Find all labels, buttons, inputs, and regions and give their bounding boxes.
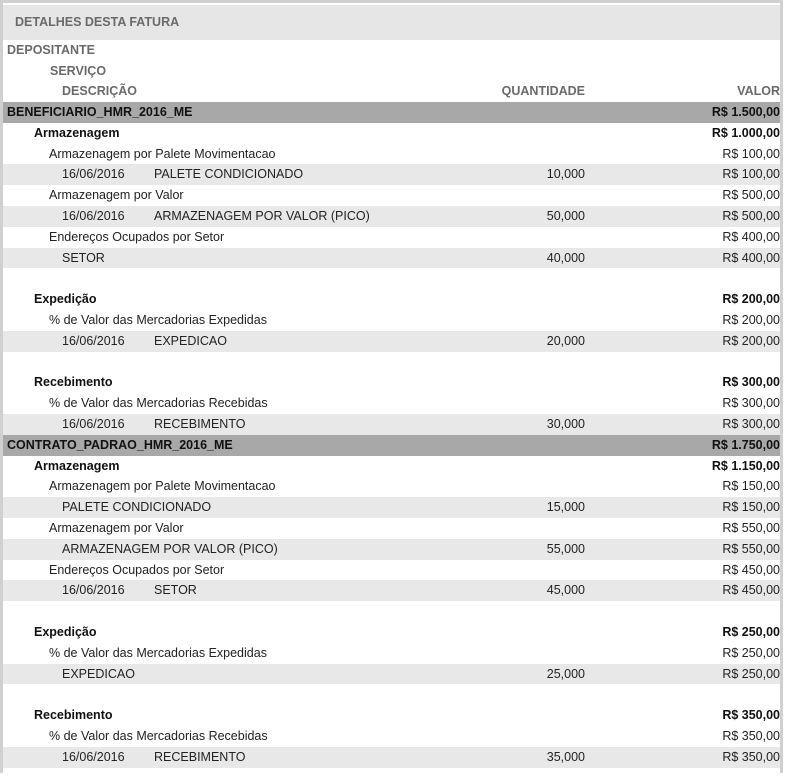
service-name: Armazenagem [34, 125, 120, 140]
service-row [3, 123, 780, 144]
header-quantidade: QUANTIDADE [501, 84, 585, 98]
description-row [3, 144, 780, 165]
service-row [3, 705, 780, 726]
service-name: Armazenagem [34, 458, 120, 473]
service-row [3, 289, 780, 310]
item-quantity: 55,000 [546, 541, 585, 556]
item-label: EXPEDICAO [154, 333, 227, 348]
service-row [3, 622, 780, 643]
row-value: R$ 500,00 [722, 208, 780, 223]
row-value: R$ 250,00 [722, 645, 780, 660]
panel-title: DETALHES DESTA FATURA [15, 15, 180, 29]
description-row [3, 643, 780, 664]
description-row [3, 310, 780, 331]
row-value: R$ 550,00 [722, 520, 780, 535]
row-value: R$ 550,00 [722, 541, 780, 556]
item-row [3, 664, 780, 685]
item-row [3, 539, 780, 560]
description-row [3, 185, 780, 206]
item-label: SETOR [62, 250, 105, 265]
row-value: R$ 300,00 [722, 396, 780, 411]
item-quantity: 40,000 [546, 250, 585, 265]
item-label: EXPEDICAO [62, 666, 135, 681]
description-label: Armazenagem por Valor [49, 520, 184, 535]
description-row [3, 393, 780, 414]
header-servico: SERVIÇO [50, 64, 107, 78]
item-row [3, 747, 780, 768]
item-quantity: 45,000 [546, 583, 585, 598]
item-row [3, 414, 780, 435]
row-value: R$ 350,00 [722, 728, 780, 743]
service-name: Expedição [34, 292, 97, 307]
row-value: R$ 400,00 [722, 250, 780, 265]
spacer-row [3, 684, 780, 705]
header-valor: VALOR [737, 84, 780, 98]
row-value: R$ 450,00 [722, 562, 780, 577]
item-quantity: 10,000 [546, 167, 585, 182]
depositante-name: BENEFICIARIO_HMR_2016_ME [7, 105, 193, 119]
depositante-row [3, 102, 780, 123]
item-label: RECEBIMENTO [154, 749, 246, 764]
item-row [3, 580, 780, 601]
service-row [3, 372, 780, 393]
panel-title-bar [3, 5, 780, 40]
service-row [3, 456, 780, 477]
row-value: R$ 500,00 [722, 188, 780, 203]
row-value: R$ 300,00 [722, 375, 780, 390]
item-quantity: 50,000 [546, 208, 585, 223]
row-value: R$ 1.500,00 [711, 105, 780, 119]
service-name: Expedição [34, 624, 97, 639]
row-value: R$ 150,00 [722, 479, 780, 494]
description-label: % de Valor das Mercadorias Expedidas [49, 645, 267, 660]
row-value: R$ 1.000,00 [711, 125, 780, 140]
row-value: R$ 250,00 [722, 624, 780, 639]
row-value: R$ 200,00 [722, 333, 780, 348]
item-date: 16/06/2016 [62, 416, 125, 431]
description-row [3, 227, 780, 248]
item-date: 16/06/2016 [62, 583, 125, 598]
row-value: R$ 100,00 [722, 167, 780, 182]
description-label: % de Valor das Mercadorias Expedidas [49, 312, 267, 327]
item-row [3, 331, 780, 352]
item-row [3, 497, 780, 518]
description-label: % de Valor das Mercadorias Recebidas [49, 728, 268, 743]
header-descricao: DESCRIÇÃO [62, 84, 138, 98]
row-value: R$ 1.750,00 [711, 437, 780, 452]
description-row [3, 726, 780, 747]
row-value: R$ 200,00 [722, 312, 780, 327]
item-row [3, 164, 780, 185]
depositante-row [3, 435, 780, 456]
item-date: 16/06/2016 [62, 749, 125, 764]
row-value: R$ 1.150,00 [711, 458, 780, 473]
description-row [3, 518, 780, 539]
row-value: R$ 200,00 [722, 292, 780, 307]
row-value: R$ 250,00 [722, 666, 780, 681]
description-label: Armazenagem por Valor [49, 188, 184, 203]
description-label: Endereços Ocupados por Setor [49, 229, 225, 244]
item-label: ARMAZENAGEM POR VALOR (PICO) [154, 208, 370, 223]
description-row [3, 476, 780, 497]
item-date: 16/06/2016 [62, 208, 125, 223]
item-label: RECEBIMENTO [154, 416, 246, 431]
row-value: R$ 400,00 [722, 229, 780, 244]
item-row [3, 248, 780, 269]
header-depositante: DEPOSITANTE [7, 43, 95, 57]
invoice-table [3, 102, 780, 768]
service-name: Recebimento [34, 708, 113, 723]
depositante-name: CONTRATO_PADRAO_HMR_2016_ME [7, 437, 233, 452]
item-date: 16/06/2016 [62, 333, 125, 348]
description-label: Armazenagem por Palete Movimentacao [49, 479, 276, 494]
service-name: Recebimento [34, 375, 113, 390]
description-label: % de Valor das Mercadorias Recebidas [49, 396, 268, 411]
item-row [3, 206, 780, 227]
row-value: R$ 300,00 [722, 416, 780, 431]
spacer-row [3, 352, 780, 373]
item-label: PALETE CONDICIONADO [154, 167, 304, 182]
description-label: Endereços Ocupados por Setor [49, 562, 225, 577]
item-quantity: 25,000 [546, 666, 585, 681]
item-quantity: 15,000 [546, 500, 585, 515]
description-label: Armazenagem por Palete Movimentacao [49, 146, 276, 161]
item-quantity: 20,000 [546, 333, 585, 348]
row-value: R$ 100,00 [722, 146, 780, 161]
row-value: R$ 450,00 [722, 583, 780, 598]
item-label: SETOR [154, 583, 197, 598]
spacer-row [3, 268, 780, 289]
spacer-row [3, 601, 780, 622]
description-row [3, 560, 780, 581]
item-quantity: 35,000 [546, 749, 585, 764]
item-date: 16/06/2016 [62, 167, 125, 182]
item-quantity: 30,000 [546, 416, 585, 431]
item-label: PALETE CONDICIONADO [62, 500, 212, 515]
row-value: R$ 350,00 [722, 749, 780, 764]
row-value: R$ 350,00 [722, 708, 780, 723]
row-value: R$ 150,00 [722, 500, 780, 515]
item-label: ARMAZENAGEM POR VALOR (PICO) [62, 541, 278, 556]
